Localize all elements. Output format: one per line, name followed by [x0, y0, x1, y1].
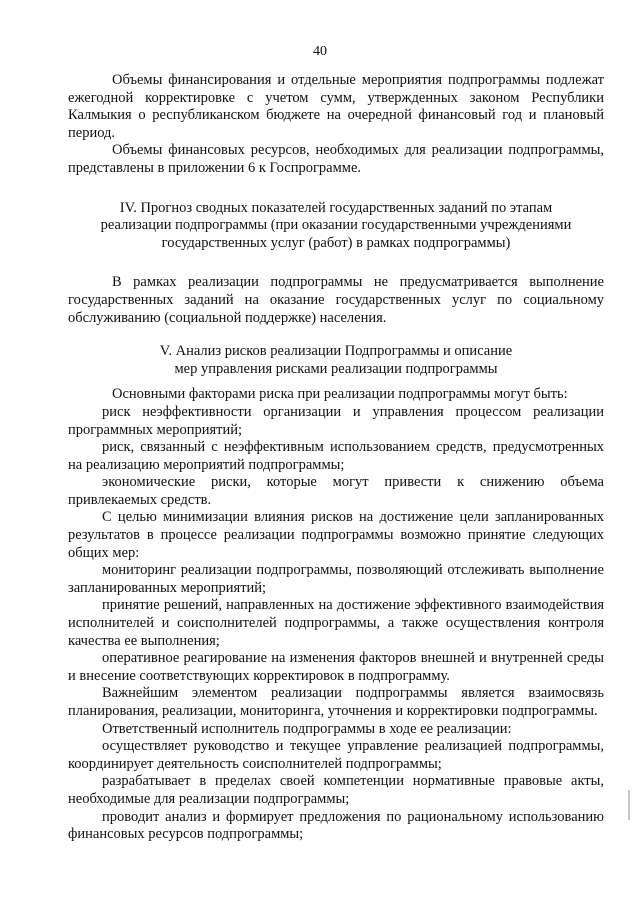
list-item-risk: риск, связанный с неэффективным использованием средств, предусмотренных на реализацию мероприятий подпрограммы;: [68, 439, 604, 473]
paragraph-executor-intro: Ответственный исполнитель подпрограммы в ходе ее реализации:: [102, 720, 512, 737]
section-4-heading-line: реализации подпрограммы (при оказании государственными учреждениями: [100, 217, 572, 234]
section-4-heading-line: государственных услуг (работ) в рамках подпрограммы): [161, 234, 511, 251]
paragraph-funding-volumes: Объемы финансовых ресурсов, необходимых для реализации подпрограммы, представлены в приложении 6 к Госпрограмме.: [68, 142, 604, 176]
list-item-executor-duty: проводит анализ и формирует предложения по рациональному использованию финансовых ресурсов подпрограммы;: [68, 808, 604, 843]
document-body: [68, 72, 604, 844]
section-5-heading-line: мер управления рисками реализации подпрограммы: [174, 360, 498, 377]
list-item-measure: мониторинг реализации подпрограммы, позволяющий отслеживать выполнение запланированных мероприятий;: [68, 562, 604, 596]
section-5-heading: [68, 343, 604, 378]
paragraph-key-element: Важнейшим элементом реализации подпрограммы является взаимосвязь планирования, реализации, мониторинга, уточнения и корректировки подпрограммы.: [68, 685, 604, 719]
section-4-text: В рамках реализации подпрограммы не предусматривается выполнение государственных заданий на оказание государственных услуг по социальному обслуживанию (социальной поддержке) населения.: [68, 274, 604, 326]
section-4-heading: [68, 200, 604, 253]
paragraph-risk-mitigation-intro: С целью минимизации влияния рисков на достижение цели запланированных результатов в процессе реализации подпрограммы возможно принятие следующих общих мер:: [68, 509, 604, 561]
list-item-measure: принятие решений, направленных на достижение эффективного взаимодействия исполнителей и соисполнителей подпрограммы, а также осуществления контроля качества ее выполнения;: [68, 597, 604, 649]
list-item-measure: оперативное реагирование на изменения факторов внешней и внутренней среды и внесение соответствующих корректировок в подпрограмму.: [68, 650, 604, 684]
list-item-risk: экономические риски, которые могут привести к снижению объема привлекаемых средств.: [68, 474, 604, 508]
paragraph-risk-factors-intro: Основными факторами риска при реализации подпрограммы могут быть:: [112, 386, 568, 403]
list-item-executor-duty: разрабатывает в пределах своей компетенции нормативные правовые акты, необходимые для реализации подпрограммы;: [68, 773, 604, 807]
section-4-heading-line: IV. Прогноз сводных показателей государственных заданий по этапам: [119, 199, 553, 216]
list-item-risk: риск неэффективности организации и управления процессом реализации программных мероприятий;: [68, 403, 604, 438]
page-number: 40: [313, 44, 327, 59]
section-5-heading-line: V. Анализ рисков реализации Подпрограммы и описание: [159, 343, 513, 360]
paragraph-funding-adjustment: Объемы финансирования и отдельные мероприятия подпрограммы подлежат ежегодной корректировке с учетом сумм, утвержденных законом Республики Калмыкия о республиканском бюджете на очередной финансовый год и плановый период.: [68, 72, 604, 141]
scan-artifact: [628, 790, 630, 820]
list-item-executor-duty: осуществляет руководство и текущее управление реализацией подпрограммы, координирует деятельность соисполнителей подпрограммы;: [68, 738, 604, 772]
